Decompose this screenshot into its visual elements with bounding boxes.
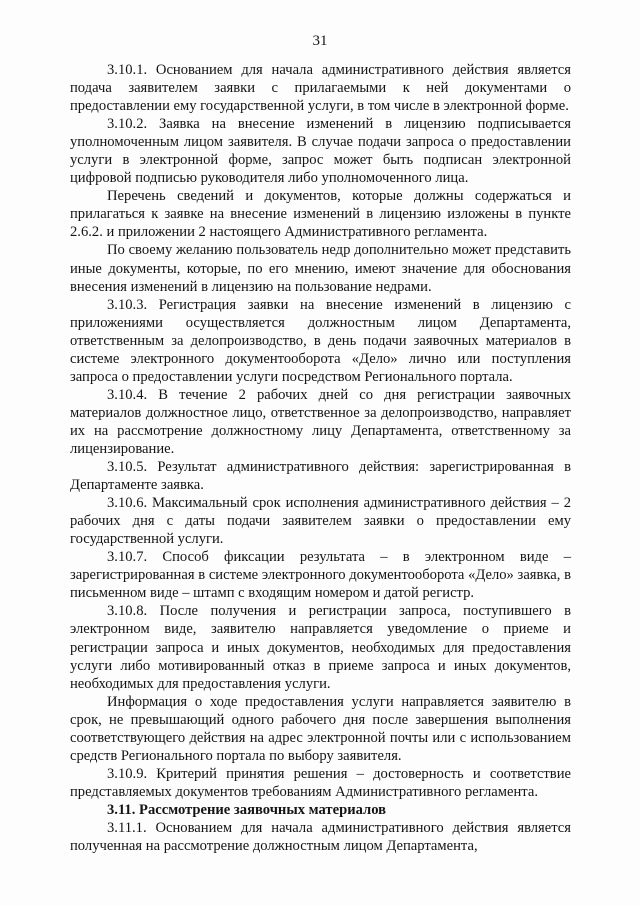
document-body xyxy=(70,61,571,855)
paragraph-documents-list: Перечень сведений и документов, которые должны содержаться и прилагаться к заявке на внесение изменений в лицензию изложены в пункте 2.6.2. и приложении 2 настоящего Административного регламента. xyxy=(70,188,571,241)
paragraph-3-10-3: 3.10.3. Регистрация заявки на внесение изменений в лицензию с приложениями осуществляется должностным лицом Департамента, ответственным за делопроизводство, в день подачи заявочных материалов в системе электронного документооборота «Дело» лично или поступления запроса о предоставлении услуги посредством Регионального портала. xyxy=(70,296,571,385)
paragraph-3-10-4: 3.10.4. В течение 2 рабочих дней со дня регистрации заявочных материалов должностное лицо, ответственное за делопроизводство, направляет их на рассмотрение должностному лицу Департамента, ответственному за лицензирование. xyxy=(70,386,571,457)
paragraph-3-10-6: 3.10.6. Максимальный срок исполнения административного действия – 2 рабочих дня с даты подачи заявителем заявки о предоставлении ему государственной услуги. xyxy=(70,495,571,548)
paragraph-3-10-7: 3.10.7. Способ фиксации результата – в электронном виде – зарегистрированная в системе электронного документооборота «Дело» заявка, в письменном виде – штамп с входящим номером и датой регистр. xyxy=(70,549,571,602)
paragraph-3-11-1: 3.11.1. Основанием для начала административного действия является полученная на рассмотрение должностным лицом Департамента, xyxy=(70,819,571,855)
paragraph-3-10-5: 3.10.5. Результат административного действия: зарегистрированная в Департаменте заявка. xyxy=(70,459,571,494)
paragraph-3-10-8: 3.10.8. После получения и регистрации запроса, поступившего в электронном виде, заявителю направляется уведомление о приеме и регистрации запроса и иных документов, необходимых для предоставления услуги либо мотивированный отказ в приеме запроса и иных документов, необходимых для предоставления услуги. xyxy=(70,603,571,692)
paragraph-progress-information: Информация о ходе предоставления услуги направляется заявителю в срок, не превышающий одного рабочего дня после завершения выполнения соответствующего действия на адрес электронной почты или с использованием средств Регионального портала по выбору заявителя. xyxy=(70,693,571,764)
paragraph-additional-documents: По своему желанию пользователь недр дополнительно может представить иные документы, которые, по его мнению, имеют значение для обоснования внесения изменений в лицензию на пользование недрами. xyxy=(70,242,571,295)
paragraph-3-10-9: 3.10.9. Критерий принятия решения – достоверность и соответствие представляемых документов требованиям Административного регламента. xyxy=(70,765,571,800)
paragraph-3-10-2: 3.10.2. Заявка на внесение изменений в лицензию подписывается уполномоченным лицом заявителя. В случае подачи запроса о предоставлении услуги в электронной форме, запрос может быть подписан электронной цифровой подписью руководителя либо уполномоченного лица. xyxy=(70,116,571,187)
page-number: 31 xyxy=(312,33,328,49)
section-heading-3-11: 3.11. Рассмотрение заявочных материалов xyxy=(107,801,387,818)
paragraph-3-10-1: 3.10.1. Основанием для начала административного действия является подача заявителем заявки с прилагаемыми к ней документами о предоставлении ему государственной услуги, в том числе в электронной форме. xyxy=(70,62,571,115)
